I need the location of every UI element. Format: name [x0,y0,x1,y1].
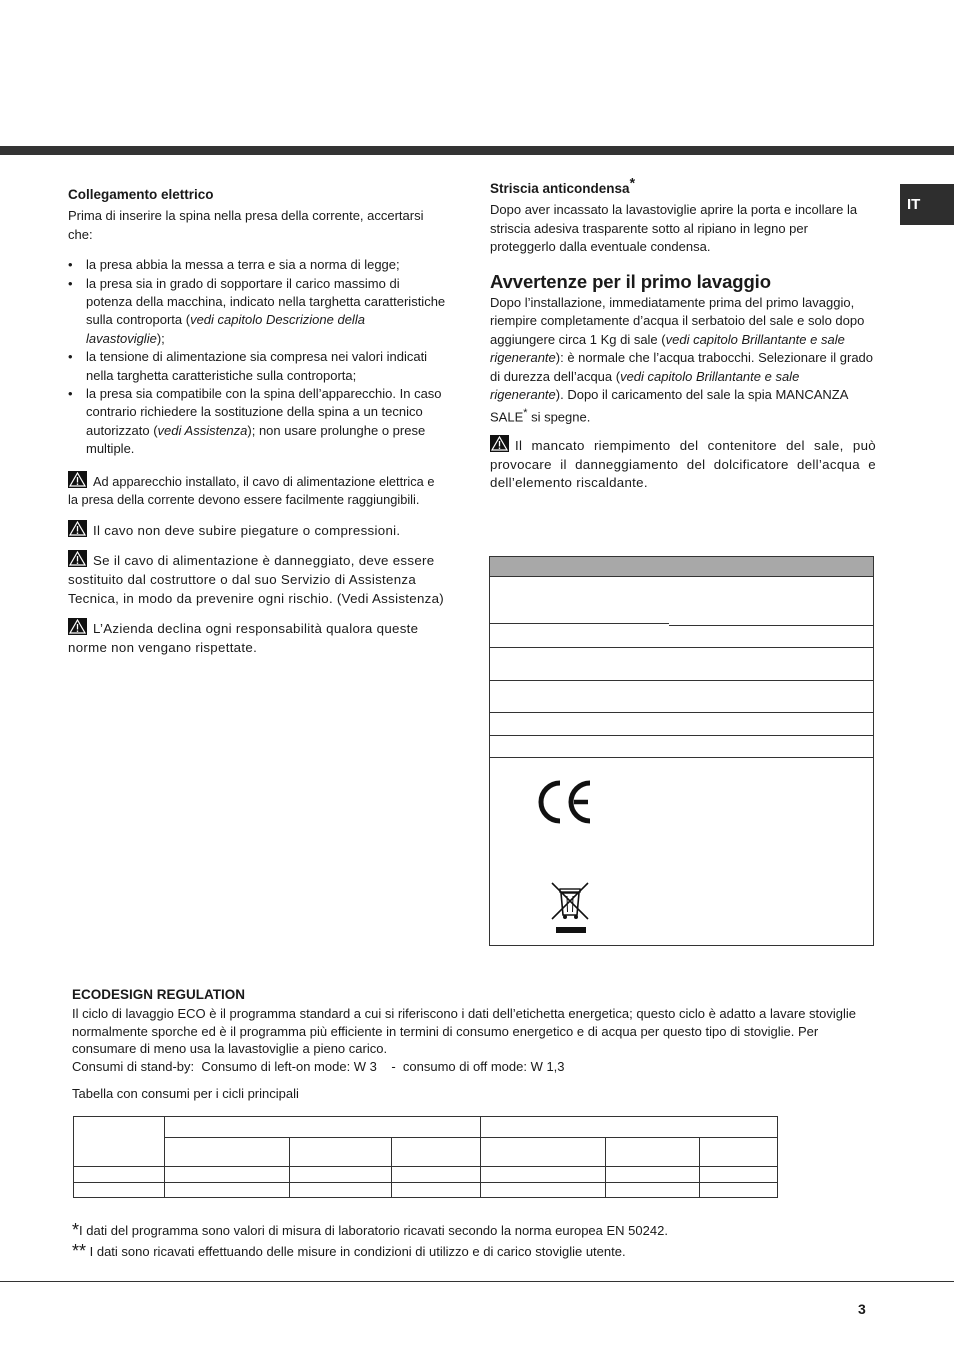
list-item-text: la presa abbia la messa a terra e sia a norma di legge; [86,257,400,273]
warning-note [68,550,446,608]
table-cell [481,1183,606,1198]
bottom-divider [0,1281,954,1282]
asterisk: ** [72,1241,87,1261]
warning-icon [68,550,87,567]
list-item [68,256,446,274]
footnote-text: I dati del programma sono valori di misura di laboratorio ricavati secondo la norma europea EN 50242. [79,1223,668,1238]
anticondensation-text: Dopo aver incassato la lavastoviglie aprire la porta e incollare la striscia adesiva trasparente sotto al ripiano in legno per proteggerlo dalla eventuale condensa. [490,202,858,255]
list-item-text: la tensione di alimentazione sia compresa nei valori indicati nella targhetta caratteristiche sulla controporta; [86,349,428,383]
list-item-text: la presa sia compatibile con la spina dell’apparecchio. In caso contrario richiedere la sostituzione della spina a un tecnico autorizzato ( [86,386,442,438]
checklist [68,256,446,458]
table-row [74,1138,778,1167]
divider [490,757,873,758]
left-column [68,186,446,657]
table-cell [606,1138,700,1167]
ecodesign-heading: ECODESIGN REGULATION [72,987,246,1002]
warning-note [68,618,446,657]
heading-text: Striscia anticondensa [490,181,630,196]
table-row [74,1117,778,1138]
chapter-reference: vedi capitolo Brillantante e sale rigenerante [490,331,845,366]
divider [669,625,874,626]
list-item [68,385,446,459]
list-item-text: ); non usare prolunghe o prese multiple. [86,422,426,457]
table-cell [392,1167,481,1183]
footnote-user-data [72,1241,852,1262]
divider [490,680,873,681]
rating-plate-header [490,557,873,577]
ecodesign-section [72,986,862,1102]
divider [490,712,873,713]
table-cell [74,1117,165,1167]
table-cell [481,1167,606,1183]
warning-text: Il cavo non deve subire piegature o compressioni. [93,522,401,538]
warning-icon [68,618,87,635]
warning-icon [68,471,87,488]
asterisk: * [72,1220,80,1240]
table-cell [481,1138,606,1167]
divider [490,735,873,736]
text-run: si spegne. [527,409,591,425]
table-cell [606,1183,700,1198]
warning-note [490,435,876,493]
intro-text: Prima di inserire la spina nella presa della corrente, accertarsi che: [68,208,424,242]
chapter-reference: vedi capitolo Brillantante e sale rigenerante [490,368,800,403]
list-item [68,275,446,349]
table-cell [290,1138,392,1167]
warning-icon [68,520,87,537]
warning-note [68,520,446,541]
footnote-lab-data [72,1220,852,1241]
table-cell [290,1183,392,1198]
language-tab: IT [900,184,954,225]
table-cell [392,1183,481,1198]
ce-mark-icon [536,779,594,825]
table-cell [165,1117,481,1138]
table-cell [392,1138,481,1167]
right-column [490,174,876,493]
section-heading-electrical: Collegamento elettrico [68,187,214,202]
divider [490,647,873,648]
footnotes [72,1220,852,1262]
table-row [74,1183,778,1198]
first-wash-text [490,294,876,427]
text-run: ): è normale che l’acqua trabocchi. Selezionare il grado di durezza dell’acqua ( [490,350,874,384]
rating-plate [489,556,874,946]
table-cell [165,1138,290,1167]
weee-bin-icon [548,879,592,937]
chapter-reference: vedi capitolo Descrizione della lavastoviglie [86,312,365,346]
table-cell [165,1183,290,1198]
list-item-text: ); [156,330,165,346]
chapter-reference: vedi Assistenza [157,422,248,438]
section-heading-first-wash: Avvertenze per il primo lavaggio [490,270,771,292]
ecodesign-text: Il ciclo di lavaggio ECO è il programma standard a cui si riferiscono i dati dell’etichetta energetica; questo ciclo è adatto a lavare stoviglie normalmente sporche ed è il programma più efficiente in termini di consumo energetico e di acqua per questo tipo di stoviglie. Per consumare di meno usa la lavastoviglie a pieno carico. [72,1006,857,1057]
consumption-table [73,1116,778,1198]
top-bar [0,146,954,155]
asterisk: * [523,407,528,420]
warning-note [68,471,446,510]
section-heading-anticondensation [490,174,876,198]
table-cell [700,1138,778,1167]
warning-text: Il mancato riempimento del contenitore del sale, può provocare il danneggiamento del dolcificatore dell’acqua e dell’elemento riscaldante. [490,438,876,491]
standby-consumption: Consumi di stand-by: Consumo di left-on mode: W 3 - consumo di off mode: W 1,3 [72,1058,565,1074]
asterisk: * [629,174,636,191]
warning-text: L’Azienda declina ogni responsabilità qualora queste norme non vengano rispettate. [68,621,419,655]
list-item [68,348,446,385]
table-cell [606,1167,700,1183]
divider [490,623,669,624]
warning-icon [490,435,509,452]
table-row [74,1167,778,1183]
table-cell [700,1183,778,1198]
warning-text: Ad apparecchio installato, il cavo di alimentazione elettrica e la presa della corrente devono essere facilmente raggiungibili. [68,473,435,508]
warning-text: Se il cavo di alimentazione è danneggiato, deve essere sostituito dal costruttore o dal suo Servizio di Assistenza Tecnica, in modo da prevenire ogni rischio. (Vedi Assistenza) [68,553,445,606]
footnote-text: I dati sono ricavati effettuando delle misure in condizioni di utilizzo e di carico stoviglie utente. [86,1244,626,1259]
table-cell [481,1117,778,1138]
page-number: 3 [858,1301,866,1317]
table-cell [290,1167,392,1183]
table-caption: Tabella con consumi per i cicli principali [72,1086,299,1102]
text-run: Dopo l’installazione, immediatamente prima del primo lavaggio, riempire completamente d’acqua il serbatoio del sale e solo dopo aggiungere circa 1 Kg di sale ( [490,295,865,347]
table-cell [74,1167,165,1183]
table-cell [74,1183,165,1198]
table-cell [165,1167,290,1183]
table-cell [700,1167,778,1183]
text-run: ). Dopo il caricamento del sale la spia MANCANZA SALE [490,387,848,425]
list-item-text: la presa sia in grado di sopportare il carico massimo di potenza della macchina, indicato nella targhetta caratteristiche sulla controporta ( [86,275,446,328]
